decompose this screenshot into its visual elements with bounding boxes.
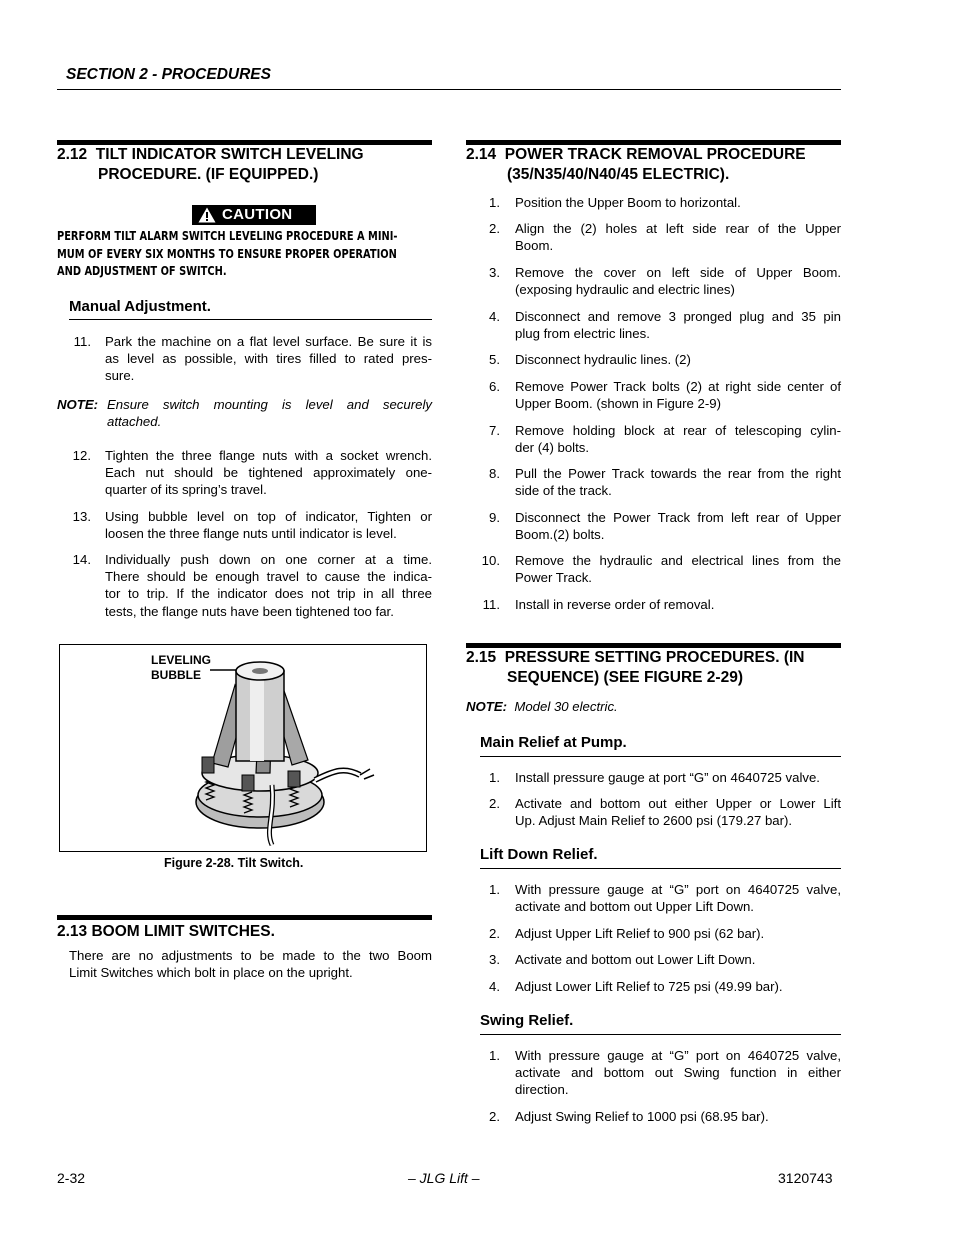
subheading-manual-adjustment: Manual Adjustment. — [69, 298, 211, 315]
caution-text — [57, 228, 433, 281]
subheading-main-relief: Main Relief at Pump. — [480, 734, 627, 751]
note-model — [466, 698, 618, 715]
item-line: Activate and bottom out either Upper or Lower Lift — [515, 796, 841, 811]
section-header: SECTION 2 - PROCEDURES — [66, 66, 271, 83]
paragraph-line: Limit Switches which bolt in place on the upright. — [69, 965, 353, 981]
item-line: Adjust Upper Lift Relief to 900 psi (62 bar). — [515, 926, 765, 941]
item-number: 1. — [489, 882, 500, 897]
item-line: Install in reverse order of removal. — [515, 597, 715, 612]
item-line: direction. — [515, 1082, 569, 1098]
item-number: 7. — [489, 423, 500, 438]
item-line: Park the machine on a flat level surface. Be sure it is — [105, 334, 432, 349]
figure-caption: Figure 2-28. Tilt Switch. — [164, 856, 304, 870]
tilt-switch-illustration — [60, 645, 426, 851]
title-line-1: PRESSURE SETTING PROCEDURES. (IN — [504, 649, 805, 666]
page-number: 2-32 — [57, 1170, 86, 1186]
item-line: tests, the flange nuts have been tightened too far. — [105, 603, 394, 619]
item-number: 2. — [489, 926, 500, 941]
section-title-2-12 — [57, 145, 437, 184]
item-line: Power Track. — [515, 570, 592, 586]
item-line: der (4) bolts. — [515, 440, 590, 456]
item-number: 14. — [72, 552, 91, 567]
item-line: loosen the three flange nuts until indicator is level. — [105, 526, 397, 542]
item-line: sure. — [105, 368, 135, 384]
item-number: 1. — [489, 195, 500, 210]
item-number: 1. — [489, 770, 500, 785]
paragraph-line: There are no adjustments to be made to the two Boom — [69, 948, 432, 963]
item-line: Disconnect the Power Track from left rear of Upper — [515, 510, 841, 525]
title-line-2: PROCEDURE. (IF EQUIPPED.) — [98, 165, 319, 183]
caution-label: CAUTION — [222, 206, 293, 223]
subheading-rule — [480, 756, 841, 757]
item-number: 12. — [72, 448, 91, 463]
note-line: attached. — [107, 414, 162, 430]
item-line: (exposing hydraulic and electric lines) — [515, 282, 735, 298]
item-line: Remove the cover on left side of Upper Boom. — [515, 265, 841, 280]
item-line: Up. Adjust Main Relief to 2600 psi (179.27 bar). — [515, 813, 793, 829]
title-line-2: SEQUENCE) (SEE FIGURE 2-29) — [507, 668, 743, 686]
item-line: Align the (2) holes at left side rear of the Upper — [515, 221, 841, 236]
caution-badge — [192, 205, 316, 225]
item-line: With pressure gauge at “G” port on 4640725 valve, — [515, 882, 841, 897]
item-line: Pull the Power Track towards the rear from the right — [515, 466, 841, 481]
item-line: activate and bottom out Swing function in either — [515, 1065, 841, 1081]
note-text: Model 30 electric. — [514, 699, 618, 714]
note-label: NOTE: — [466, 699, 508, 714]
item-number: 3. — [489, 265, 500, 280]
item-number: 9. — [489, 510, 500, 525]
caution-line: PERFORM TILT ALARM SWITCH LEVELING PROCEDURE A MINI- — [57, 229, 398, 243]
item-number: 8. — [489, 466, 500, 481]
item-line: Remove Power Track bolts (2) at right side center of — [515, 379, 841, 394]
item-line: Each nut should be tightened approximately one- — [105, 465, 432, 481]
item-number: 3. — [489, 952, 500, 967]
header-rule — [57, 89, 841, 90]
item-line: Boom. — [515, 238, 554, 254]
item-number: 11. — [73, 334, 91, 349]
item-number: 13. — [72, 509, 91, 524]
title-line-1: POWER TRACK REMOVAL PROCEDURE — [504, 146, 806, 163]
item-number: 4. — [489, 979, 500, 994]
section-number: 2.15 — [466, 649, 497, 666]
item-line: Remove holding block at rear of telescoping cylin- — [515, 423, 841, 438]
item-line: Adjust Lower Lift Relief to 725 psi (49.99 bar). — [515, 979, 783, 994]
item-number: 2. — [489, 1109, 500, 1124]
figure-label-line: LEVELING — [151, 653, 212, 667]
item-line: side of the track. — [515, 483, 612, 499]
item-number: 6. — [489, 379, 500, 394]
figure-tilt-switch — [59, 644, 427, 852]
item-number: 2. — [489, 221, 500, 236]
paragraph-2-13 — [69, 947, 432, 981]
section-title-2-15 — [466, 648, 846, 687]
item-line: Tighten the three flange nuts with a socket wrench. — [105, 448, 432, 463]
caution-line: AND ADJUSTMENT OF SWITCH. — [57, 264, 227, 278]
item-line: Activate and bottom out Lower Lift Down. — [515, 952, 756, 967]
item-number: 11. — [482, 597, 500, 612]
section-title-2-14 — [466, 145, 846, 184]
item-number: 1. — [489, 1048, 500, 1063]
item-line: activate and bottom out Upper Lift Down. — [515, 899, 754, 915]
section-number: 2.12 — [57, 146, 88, 163]
document-number: 3120743 — [778, 1170, 833, 1186]
section-title-2-13: 2.13 BOOM LIMIT SWITCHES. — [57, 923, 275, 940]
item-line: Remove the hydraulic and electrical lines from the — [515, 553, 841, 568]
footer-center: – JLG Lift – — [408, 1170, 480, 1186]
item-number: 2. — [489, 796, 500, 811]
item-line: as level as possible, with tires filled to rated pres- — [105, 351, 432, 367]
section-bar-2-13 — [57, 915, 432, 920]
note-label: NOTE: — [57, 397, 99, 412]
item-line: Install pressure gauge at port “G” on 4640725 valve. — [515, 770, 820, 785]
item-line: Upper Boom. (shown in Figure 2-9) — [515, 396, 721, 412]
item-line: With pressure gauge at “G” port on 4640725 valve, — [515, 1048, 841, 1063]
caution-line: MUM OF EVERY SIX MONTHS TO ENSURE PROPER OPERATION — [57, 246, 397, 261]
item-number: 5. — [489, 352, 500, 367]
item-line: quarter of its spring’s travel. — [105, 482, 267, 498]
item-line: tor to trip. If the indicator does not trip in all three — [105, 586, 432, 602]
item-line: Individually push down on one corner at a time. — [105, 552, 432, 567]
section-number: 2.14 — [466, 146, 497, 163]
title-line-2: (35/N35/40/N40/45 ELECTRIC). — [507, 165, 730, 183]
item-number: 10. — [481, 553, 500, 568]
item-line: Disconnect hydraulic lines. (2) — [515, 352, 691, 367]
note-line: Ensure switch mounting is level and securely — [107, 397, 432, 412]
item-line: Position the Upper Boom to horizontal. — [515, 195, 741, 210]
subheading-rule — [480, 1034, 841, 1035]
item-line: Boom.(2) bolts. — [515, 527, 605, 543]
item-number: 4. — [489, 309, 500, 324]
item-line: Adjust Swing Relief to 1000 psi (68.95 bar). — [515, 1109, 769, 1124]
figure-label-line: BUBBLE — [151, 668, 201, 682]
item-line: Disconnect and remove 3 pronged plug and 35 pin — [515, 309, 841, 324]
item-line: Using bubble level on top of indicator, Tighten or — [105, 509, 432, 524]
subheading-rule — [69, 319, 432, 320]
title-line-1: TILT INDICATOR SWITCH LEVELING — [95, 146, 364, 163]
item-line: plug from electric lines. — [515, 326, 650, 342]
subheading-lift-down-relief: Lift Down Relief. — [480, 846, 598, 863]
subheading-swing-relief: Swing Relief. — [480, 1012, 574, 1029]
item-line: There should be enough travel to cause the indica- — [105, 569, 432, 585]
warning-triangle-icon — [198, 207, 216, 223]
subheading-rule — [480, 868, 841, 869]
